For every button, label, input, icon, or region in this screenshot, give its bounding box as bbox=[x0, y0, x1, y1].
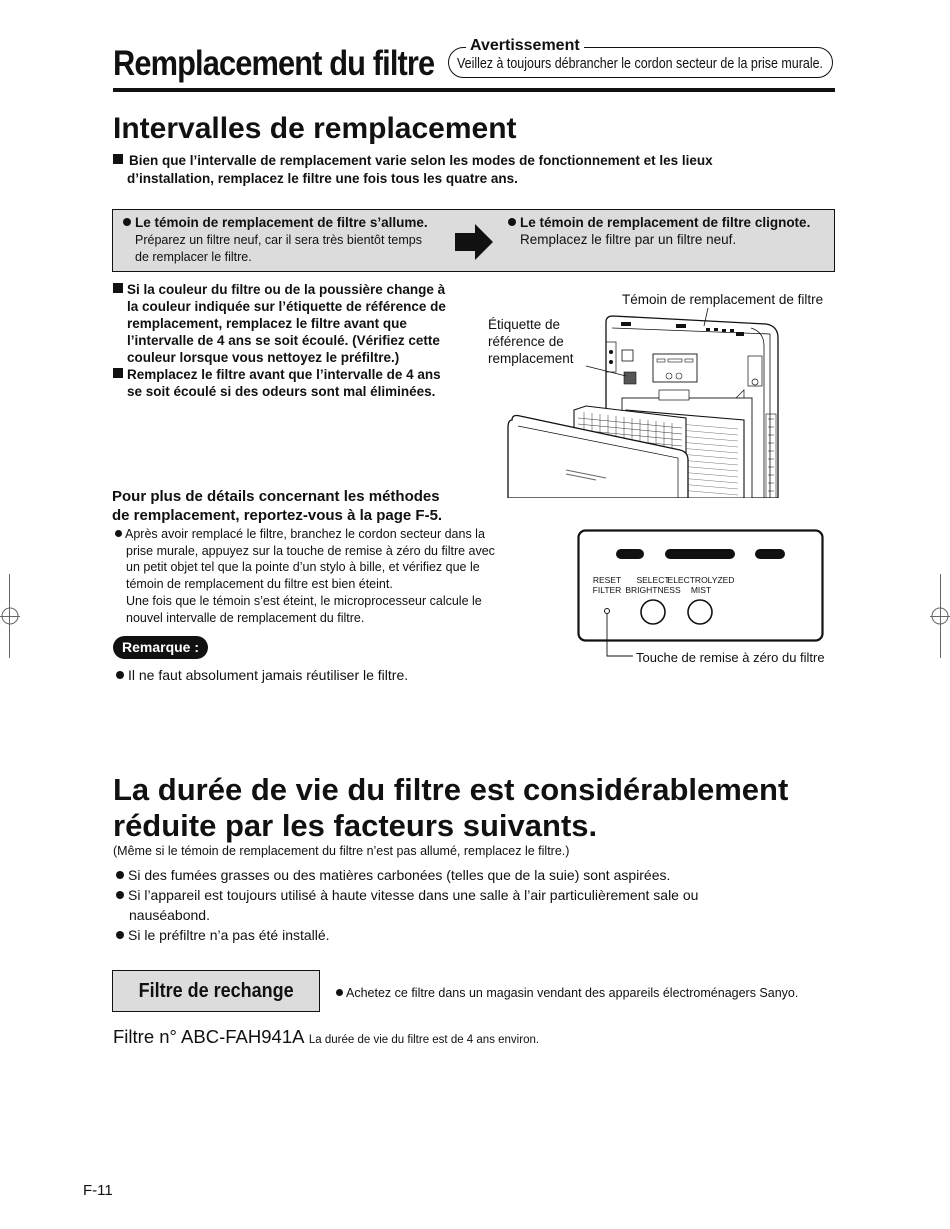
warning-text: Veillez à toujours débrancher le cordon secteur de la prise murale. bbox=[457, 56, 823, 72]
indicator-blinking-description: Remplacez le filtre par un filtre neuf. bbox=[520, 232, 737, 247]
panel-label: ELECTROLYZED bbox=[667, 575, 735, 585]
section-title-lifespan bbox=[113, 772, 833, 844]
list-item-continuation: nauséabond. bbox=[129, 907, 210, 923]
bullet-dot-icon bbox=[116, 871, 124, 879]
details-line: un petit objet tel que la pointe d’un stylo à bille, et vérifiez que le bbox=[126, 560, 480, 575]
square-bullet-icon bbox=[113, 154, 123, 164]
details-heading-line: Pour plus de détails concernant les méthodes bbox=[112, 488, 440, 505]
indicator-lamp bbox=[755, 549, 785, 559]
purchase-note-text: Achetez ce filtre dans un magasin vendant des appareils électroménagers Sanyo. bbox=[346, 986, 799, 1000]
square-bullet-icon bbox=[113, 368, 123, 378]
indicator-label: Témoin de remplacement de filtre bbox=[622, 292, 824, 307]
page-number: F-11 bbox=[83, 1182, 113, 1199]
registration-mark bbox=[0, 606, 20, 626]
reset-button-label: Touche de remise à zéro du filtre bbox=[636, 650, 825, 665]
filter-model-line bbox=[113, 1026, 539, 1048]
bullet-dot-icon bbox=[508, 218, 516, 226]
panel-label: BRIGHTNESS bbox=[625, 585, 681, 595]
page-title: Remplacement du filtre bbox=[113, 44, 435, 83]
indicator-lit-line: de remplacer le filtre. bbox=[135, 250, 252, 264]
list-item-text: Si des fumées grasses ou des matières carbonées (telles que de la suie) sont aspirées. bbox=[128, 867, 671, 883]
panel-label: SELECT bbox=[636, 575, 670, 585]
reference-tag-label-line: référence de bbox=[488, 334, 564, 349]
list-item bbox=[113, 366, 458, 400]
list-item bbox=[113, 281, 458, 366]
list-item-text: Si la couleur du filtre ou de la poussière change à la couleur indiquée sur l’étiquette de référence de remplacement, remplacez le filtre avant que l’intervalle de 4 ans se soit écoulé. (Vérifiez cette couleur lorsque vous nettoyez le préfiltre.) bbox=[127, 282, 446, 365]
bullet-dot-icon bbox=[115, 530, 122, 537]
details-line: témoin de remplacement du filtre est bien éteint. bbox=[126, 577, 393, 592]
bullet-dot-icon bbox=[116, 931, 124, 939]
remark-text-content: Il ne faut absolument jamais réutiliser le filtre. bbox=[128, 667, 409, 683]
indicator-blinking-title bbox=[508, 215, 810, 230]
panel-label: FILTER bbox=[592, 585, 622, 595]
intro-paragraph bbox=[113, 152, 773, 188]
details-heading bbox=[112, 487, 512, 525]
details-line: Une fois que le témoin s’est éteint, le microprocesseur calcule le bbox=[126, 593, 482, 608]
indicator-lit-title bbox=[123, 215, 428, 230]
warning-title: Avertissement bbox=[466, 37, 584, 55]
list-item bbox=[116, 925, 796, 945]
indicator-lamp bbox=[665, 549, 735, 559]
details-line: nouvel intervalle de remplacement du filtre. bbox=[126, 610, 365, 625]
section-note: (Même si le témoin de remplacement du filtre n’est pas allumé, remplacez le filtre.) bbox=[113, 844, 570, 858]
lifespan-factors-list bbox=[116, 865, 796, 945]
indicator-lit-title-text: Le témoin de remplacement de filtre s’allume. bbox=[135, 215, 428, 230]
list-item bbox=[116, 885, 796, 905]
section-title-line: réduite par les facteurs suivants. bbox=[113, 808, 598, 843]
replacement-filter-label: Filtre de rechange bbox=[138, 980, 294, 1002]
reference-tag-label-line: Étiquette de bbox=[488, 317, 561, 332]
details-description bbox=[115, 526, 515, 626]
panel-label: RESET bbox=[592, 575, 622, 585]
panel-label: MIST bbox=[690, 585, 712, 595]
section-title-intervals: Intervalles de remplacement bbox=[113, 112, 517, 145]
indicator-lit-description bbox=[135, 232, 445, 266]
indicator-lamp bbox=[616, 549, 644, 559]
registration-mark bbox=[930, 606, 950, 626]
indicator-lit-line: Préparez un filtre neuf, car il sera très bientôt temps bbox=[135, 233, 422, 247]
filter-model-number: Filtre n° ABC-FAH941A bbox=[113, 1026, 305, 1047]
details-line: Après avoir remplacé le filtre, branchez le cordon secteur dans la bbox=[125, 527, 485, 541]
replacement-conditions-list bbox=[113, 281, 458, 400]
indicator-blinking-title-text: Le témoin de remplacement de filtre clignote. bbox=[520, 215, 811, 230]
control-panel-illustration bbox=[577, 529, 825, 657]
list-item-text: Si le préfiltre n’a pas été installé. bbox=[128, 927, 330, 943]
details-line: prise murale, appuyez sur la touche de remise à zéro du filtre avec bbox=[126, 543, 495, 558]
details-heading-line: de remplacement, reportez-vous à la page F-5. bbox=[112, 507, 443, 524]
bullet-dot-icon bbox=[336, 989, 343, 996]
header-divider bbox=[113, 88, 835, 92]
list-item-text: Si l’appareil est toujours utilisé à haute vitesse dans une salle à l’air particulièrement sale ou bbox=[128, 887, 699, 903]
remark-badge: Remarque : bbox=[113, 636, 208, 659]
remark-text bbox=[116, 667, 408, 683]
intro-line: d’installation, remplacez le filtre une fois tous les quatre ans. bbox=[127, 171, 518, 186]
bullet-dot-icon bbox=[116, 671, 124, 679]
purchase-note bbox=[336, 986, 798, 1000]
list-item-text: Remplacez le filtre avant que l’intervalle de 4 ans se soit écoulé si des odeurs sont mal éliminées. bbox=[127, 367, 441, 399]
reference-tag-label-line: remplacement bbox=[488, 351, 574, 366]
bullet-dot-icon bbox=[123, 218, 131, 226]
right-arrow-icon bbox=[455, 224, 495, 260]
intro-line: Bien que l’intervalle de remplacement varie selon les modes de fonctionnement et les lieux bbox=[129, 153, 713, 168]
square-bullet-icon bbox=[113, 283, 123, 293]
filter-lifespan-note: La durée de vie du filtre est de 4 ans environ. bbox=[308, 1034, 540, 1046]
replacement-filter-box bbox=[112, 970, 320, 1012]
bullet-dot-icon bbox=[116, 891, 124, 899]
list-item bbox=[116, 865, 796, 885]
section-title-line: La durée de vie du filtre est considérablement bbox=[113, 772, 789, 807]
reference-tag-label bbox=[488, 316, 574, 367]
